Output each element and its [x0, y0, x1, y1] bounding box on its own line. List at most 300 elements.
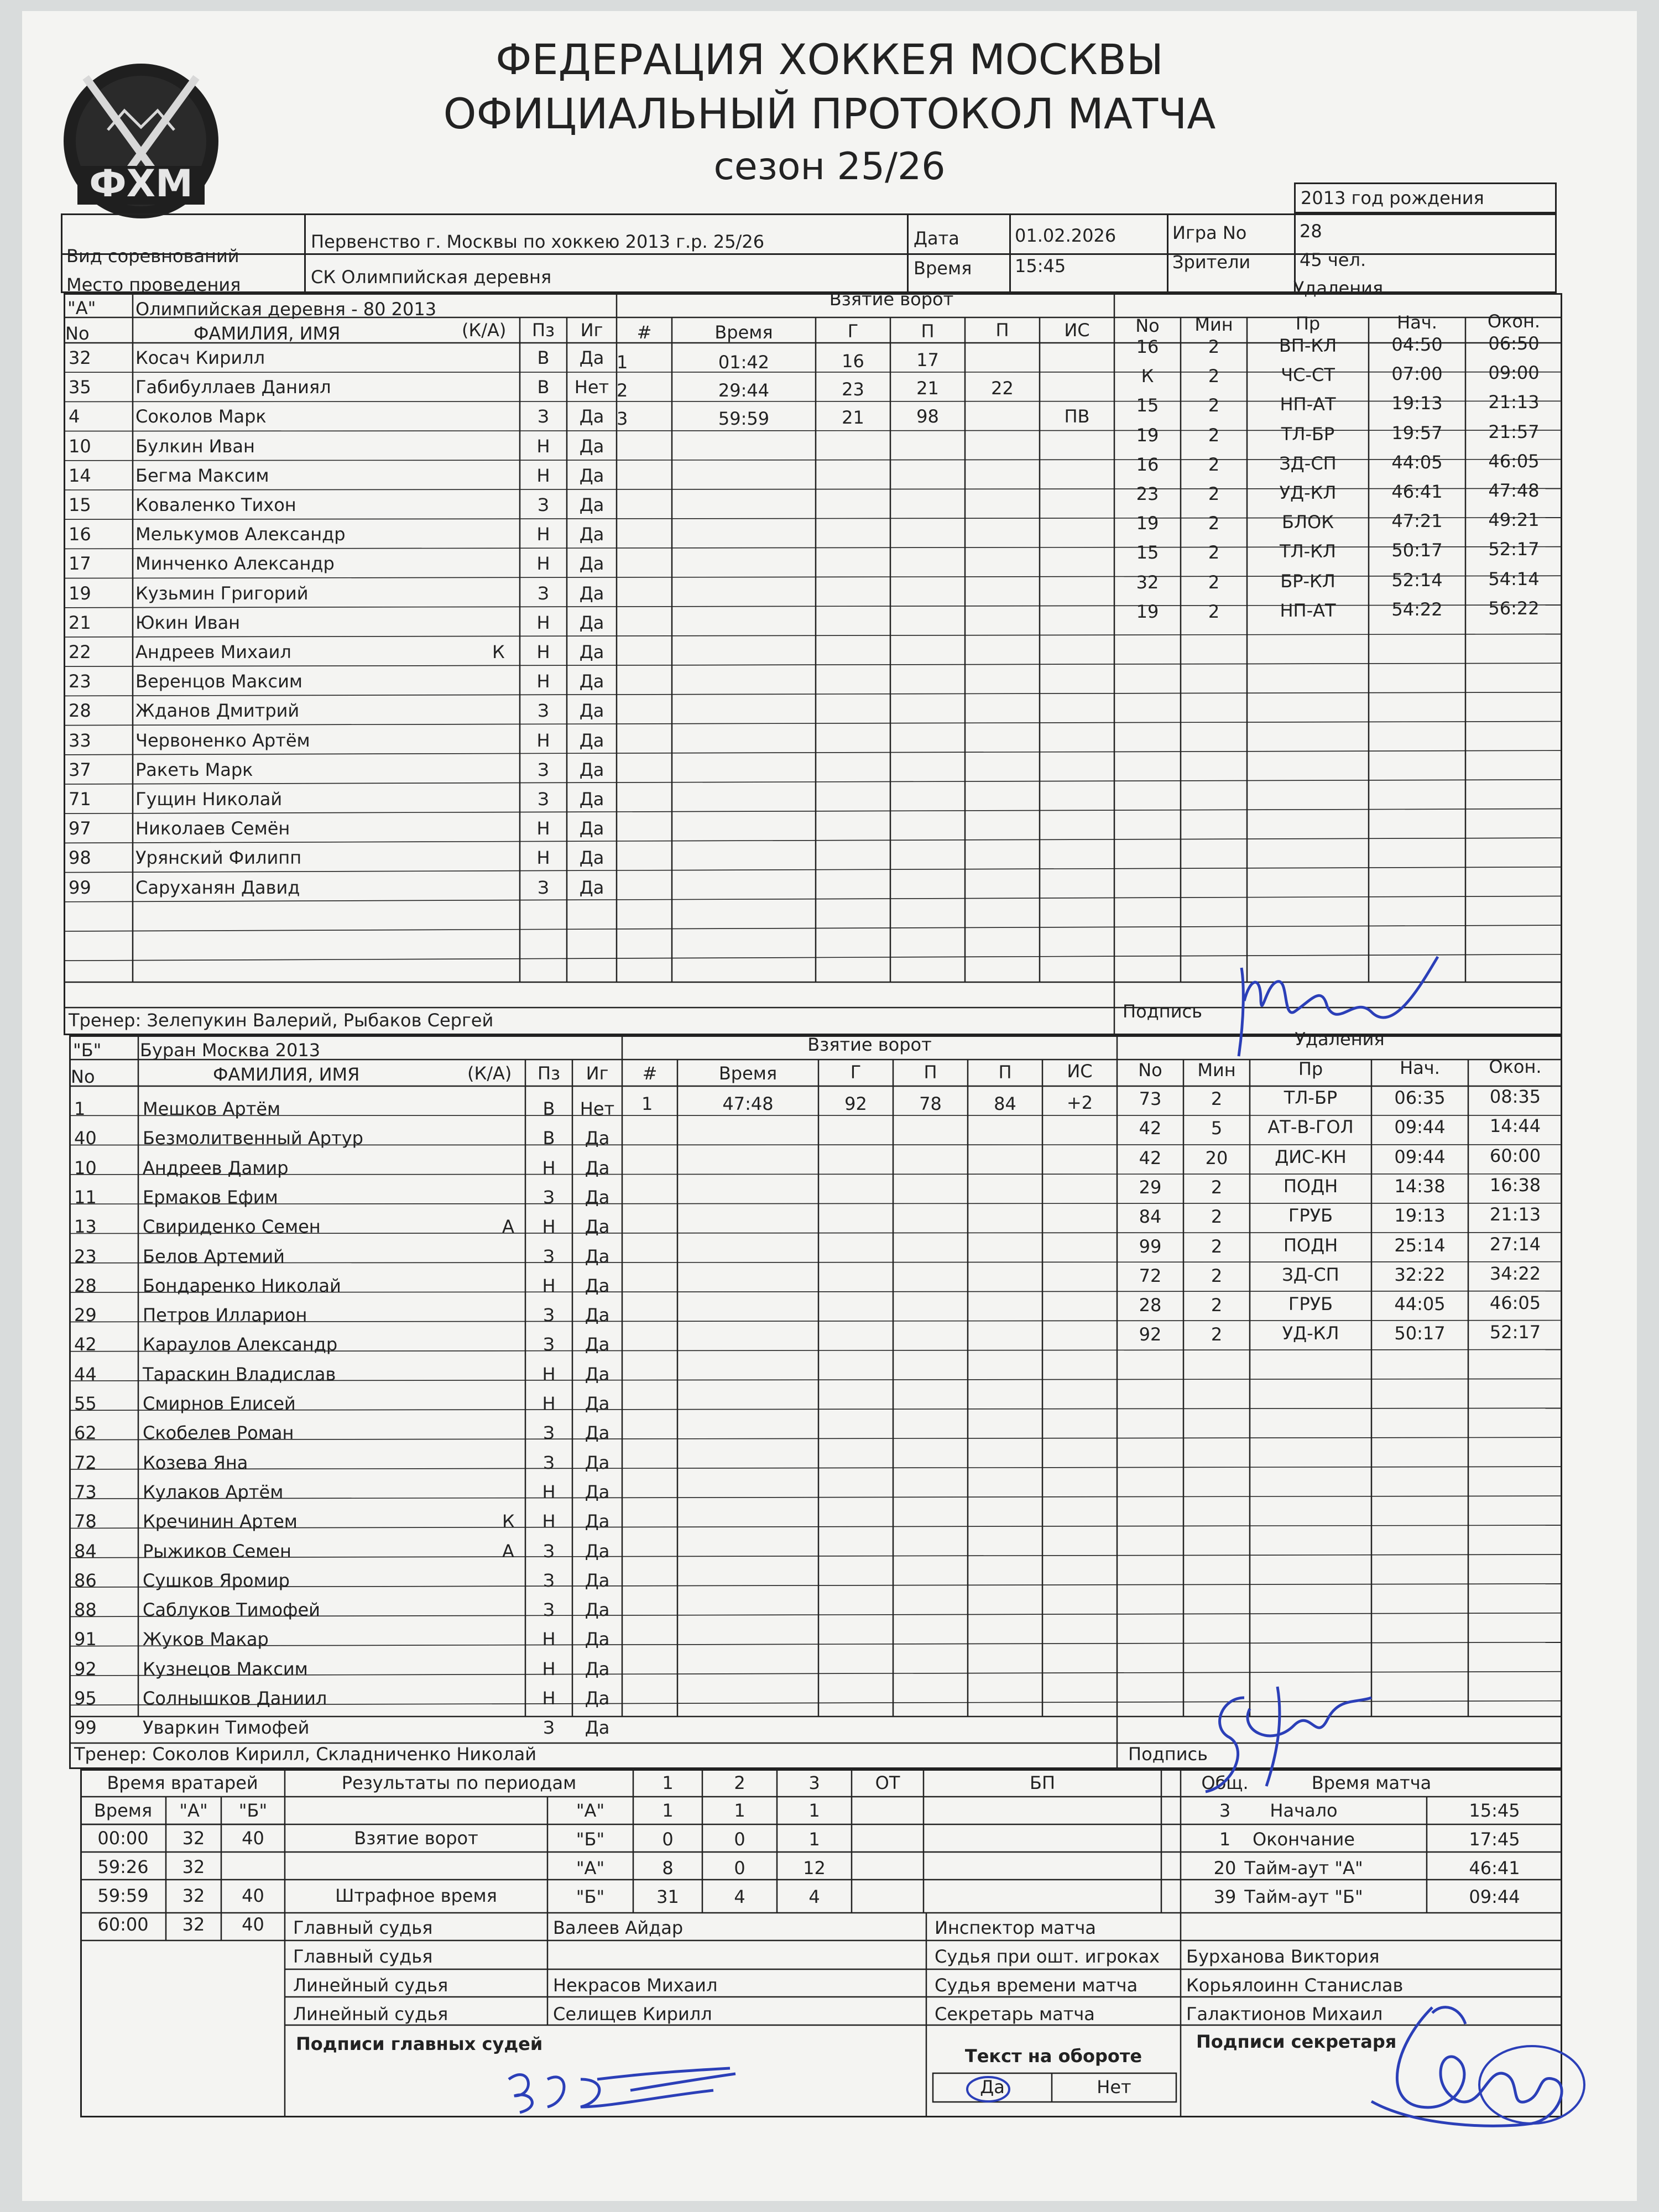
team-a-penalty-code: БЛОК [1282, 512, 1334, 533]
team-a-player-ig: Да [579, 582, 604, 604]
team-b-penalty-minutes: 2 [1211, 1265, 1223, 1286]
team-a-col-pz: Пз [531, 320, 555, 341]
team-b-penalty-minutes: 2 [1211, 1324, 1223, 1345]
team-b-player-ig: Да [585, 1569, 610, 1591]
team-b-col-pen-min: Мин [1197, 1060, 1236, 1081]
team-b-player-pz: З [543, 1717, 555, 1739]
fhm-logo [55, 58, 227, 224]
team-b-player-no: 23 [74, 1245, 97, 1267]
team-a-penalty-minutes: 2 [1208, 336, 1220, 357]
team-b-penalty-player: 72 [1139, 1265, 1162, 1286]
results-team: "А" [576, 1800, 605, 1821]
team-b-player-pz: З [543, 1540, 555, 1562]
team-a-penalties-title: Удаления [1293, 278, 1384, 299]
team-a-player-name: Габибуллаев Даниял [135, 377, 331, 398]
team-b-player-name: Кулаков Артём [143, 1481, 284, 1503]
team-b-penalties-title: Удаления [1295, 1029, 1385, 1050]
team-b-penalty-end: 14:44 [1489, 1115, 1541, 1137]
team-a-penalty-end: 06:50 [1488, 333, 1540, 354]
team-a-col-ig: Иг [580, 320, 603, 341]
team-a-player-name: Булкин Иван [135, 435, 255, 457]
date-value: 01.02.2026 [1015, 225, 1117, 246]
team-b-player-pz: Н [542, 1511, 556, 1532]
team-b-penalty-start: 09:44 [1394, 1146, 1446, 1167]
team-a-player-name: Косач Кирилл [135, 347, 265, 368]
team-a-player-pz: З [538, 494, 549, 515]
team-b-player-name: Андреев Дамир [143, 1157, 289, 1178]
team-a-coach-signature [1228, 951, 1477, 1062]
team-a-player-name: Бегма Максим [135, 465, 269, 486]
summary-grid [80, 1769, 1562, 2117]
team-b-player-ig: Да [585, 1363, 610, 1385]
team-b-player-name: Солнышков Даниил [143, 1688, 327, 1709]
team-a-goal-assist2 [965, 406, 1040, 427]
team-b-player-no: 11 [74, 1186, 97, 1208]
team-b-player-pz: З [543, 1569, 555, 1591]
results-period-3: 12 [803, 1858, 826, 1879]
team-b-col-pen-pr: Пр [1298, 1058, 1323, 1079]
reverse-yes: Да [980, 2077, 1005, 2098]
goalie-col-a: "А" [179, 1800, 208, 1821]
team-b-col-p2: П [998, 1062, 1012, 1083]
team-b-penalty-code: ДИС-КН [1275, 1146, 1347, 1167]
team-a-penalty-player: К [1141, 366, 1154, 387]
team-b-penalty-end: 08:35 [1489, 1086, 1541, 1107]
results-total: 20 [1213, 1858, 1237, 1879]
team-a-player-name: Гущин Николай [135, 789, 283, 810]
results-total: 3 [1219, 1800, 1231, 1821]
team-b-penalty-player: 28 [1139, 1295, 1162, 1316]
team-b-player-no: 62 [74, 1422, 97, 1444]
team-a-penalty-player: 32 [1136, 571, 1159, 593]
team-a-player-name: Коваленко Тихон [135, 494, 296, 515]
team-b-player-name: Петров Илларион [143, 1305, 307, 1326]
title-season: сезон 25/26 [713, 145, 946, 189]
team-a-penalty-start: 19:57 [1391, 422, 1443, 444]
match-time-label: Начало [1270, 1800, 1338, 1821]
goalie-col-b: "Б" [238, 1800, 268, 1821]
team-a-player-pz: Н [536, 524, 550, 545]
team-b-col-name: ФАМИЛИЯ, ИМЯ [213, 1064, 360, 1085]
team-b-penalty-end: 27:14 [1489, 1233, 1541, 1255]
team-a-player-ig: Да [579, 524, 604, 545]
team-a-penalty-player: 15 [1136, 542, 1159, 564]
team-a-goal-assist1: 98 [916, 406, 939, 427]
team-b-goal-scorer: 92 [844, 1093, 867, 1114]
team-b-penalty-start: 32:22 [1394, 1264, 1446, 1285]
team-b-player-ig: Да [585, 1305, 610, 1326]
team-b-player-no: 99 [74, 1717, 97, 1739]
spectators-label: Зрители [1172, 252, 1251, 273]
time-value: 15:45 [1015, 255, 1066, 276]
team-a-penalty-end: 21:13 [1488, 392, 1540, 413]
goalie-team-b: 40 [242, 1914, 264, 1935]
team-a-player-name: Жданов Дмитрий [135, 700, 300, 722]
team-a-penalty-code: УД-КЛ [1279, 482, 1337, 503]
team-b-player-pz: Н [542, 1363, 556, 1385]
team-a-player-ig: Да [579, 729, 604, 751]
results-overtime [852, 1829, 924, 1850]
results-team: "А" [576, 1858, 605, 1879]
team-b-penalty-minutes: 2 [1211, 1295, 1223, 1316]
team-b-player-pz: Н [542, 1658, 556, 1679]
team-b-goal-time: 47:48 [722, 1093, 774, 1114]
team-a-penalty-end: 09:00 [1488, 362, 1540, 384]
results-shootout [924, 1829, 1161, 1850]
team-b-penalty-start: 25:14 [1394, 1234, 1446, 1256]
team-a-player-pz: З [538, 877, 549, 898]
secretary-signature [1349, 1991, 1593, 2135]
team-b-penalty-player: 99 [1139, 1235, 1162, 1257]
team-a-goal-scorer: 23 [842, 379, 864, 400]
team-a-penalty-minutes: 2 [1208, 395, 1220, 416]
team-b-player-ig: Да [585, 1688, 610, 1709]
team-a-player-pz: Н [536, 641, 550, 662]
team-a-player-ig: Да [579, 347, 604, 368]
goalie-team-a: 32 [182, 1856, 205, 1877]
team-a-player-no: 4 [69, 406, 80, 427]
team-a-col-name: ФАМИЛИЯ, ИМЯ [194, 323, 341, 344]
team-a-player-name: Червоненко Артём [135, 729, 310, 751]
team-a-penalty-minutes: 2 [1208, 571, 1220, 593]
date-label: Дата [914, 228, 959, 249]
results-period-3: 1 [808, 1829, 820, 1850]
team-b-player-no: 84 [74, 1540, 97, 1562]
team-b-penalty-minutes: 20 [1205, 1147, 1228, 1168]
team-b-player-no: 72 [74, 1452, 97, 1473]
team-a-goal-situation [1040, 349, 1114, 371]
official-role-left: Линейный судья [293, 1975, 448, 1996]
team-b-penalty-end: 16:38 [1489, 1174, 1541, 1196]
team-b-player-pz: Н [542, 1629, 556, 1650]
period-1-header: 1 [662, 1772, 674, 1793]
team-b-col-g: Г [850, 1062, 862, 1083]
team-a-player-no: 17 [69, 553, 91, 575]
team-b-player-pz: З [543, 1599, 555, 1621]
team-a-player-name: Андреев Михаил [135, 641, 291, 662]
team-a-col-no: No [65, 323, 90, 344]
team-a-goal-situation: ПВ [1064, 406, 1090, 427]
time-label: Время [914, 258, 972, 279]
team-b-penalty-player: 42 [1139, 1147, 1162, 1168]
team-a-player-name: Минченко Александр [135, 553, 335, 575]
team-a-col-g: Г [847, 321, 859, 342]
overtime-header: ОТ [875, 1772, 900, 1793]
team-b-player-no: 78 [74, 1511, 97, 1532]
team-a-player-ig: Да [579, 671, 604, 692]
team-a-player-no: 19 [69, 582, 91, 604]
team-a-player-no: 22 [69, 641, 91, 662]
official-name-right: Корьялоинн Станислав [1186, 1975, 1404, 1996]
team-b-penalty-minutes: 5 [1211, 1118, 1223, 1139]
team-a-penalty-end: 46:05 [1488, 450, 1540, 472]
team-a-penalty-code: ТЛ-КЛ [1280, 541, 1336, 562]
goalie-time: 59:59 [97, 1885, 149, 1906]
spectators-value: 45 чел. [1300, 249, 1366, 270]
team-a-goal-assist1: 17 [916, 349, 939, 371]
team-a-player-pz: Н [536, 847, 550, 869]
goals-row-label: Взятие ворот [354, 1828, 478, 1849]
team-a-player-no: 14 [69, 465, 91, 486]
team-a-player-ig: Да [579, 641, 604, 662]
birth-year: 2013 год рождения [1301, 187, 1484, 208]
goalie-team-a: 32 [182, 1828, 205, 1849]
team-a-player-ig: Нет [574, 377, 609, 398]
team-a-player-no: 98 [69, 847, 91, 869]
team-a-penalty-player: 19 [1136, 513, 1159, 534]
results-period-3: 1 [808, 1800, 820, 1821]
match-time-value: 15:45 [1469, 1800, 1520, 1821]
team-a-signature-label: Подпись [1123, 1001, 1202, 1022]
team-b-player-pz: З [543, 1245, 555, 1267]
team-b-player-no: 73 [74, 1481, 97, 1503]
team-b-player-no: 55 [74, 1393, 97, 1414]
team-b-player-name: Бондаренко Николай [143, 1275, 341, 1296]
team-a-player-pz: Н [536, 553, 550, 575]
team-b-col-ig: Иг [586, 1063, 609, 1084]
team-b-player-name: Сушков Яромир [143, 1569, 290, 1591]
shootout-header: БП [1029, 1772, 1055, 1793]
team-b-player-ig: Да [585, 1599, 610, 1621]
goalie-team-b: 40 [242, 1828, 264, 1849]
goalie-time-title: Время вратарей [107, 1772, 258, 1793]
team-b-player-pz: Н [542, 1216, 556, 1238]
team-b-player-name: Козева Яна [143, 1452, 248, 1473]
team-a-player-pz: Н [536, 612, 550, 633]
team-a-player-no: 23 [69, 671, 91, 692]
official-role-right: Секретарь матча [935, 2004, 1095, 2025]
team-b-player-ig: Да [585, 1393, 610, 1414]
team-b-goals-title: Взятие ворот [807, 1034, 932, 1055]
team-b-player-no: 95 [74, 1688, 97, 1709]
team-a-coach: Тренер: Зелепукин Валерий, Рыбаков Сергей [69, 1010, 494, 1031]
team-b-player-name: Кузнецов Максим [143, 1658, 308, 1679]
team-a-goal-number: 1 [617, 352, 628, 373]
team-b-col-pen-start: Нач. [1400, 1057, 1440, 1078]
goalie-time: 60:00 [97, 1914, 149, 1935]
team-b-col-pen-no: No [1138, 1060, 1162, 1081]
team-b-player-name: Тараскин Владислав [143, 1363, 336, 1385]
team-a-player-no: 21 [69, 612, 91, 633]
team-b-penalty-code: ГРУБ [1288, 1205, 1333, 1227]
team-a-player-pz: Н [536, 435, 550, 457]
team-a-player-name: Веренцов Максим [135, 671, 303, 692]
referee-signatures-label: Подписи главных судей [296, 2033, 543, 2054]
team-b-penalty-start: 06:35 [1394, 1087, 1446, 1108]
team-a-penalty-start: 46:41 [1391, 481, 1443, 502]
yes-mark [965, 2073, 1015, 2106]
team-a-goal-assist1: 21 [916, 378, 939, 399]
team-a-goal-situation [1040, 378, 1114, 399]
team-a-penalty-minutes: 2 [1208, 453, 1220, 475]
team-b-player-ig: Да [585, 1422, 610, 1444]
team-b-player-no: 92 [74, 1658, 97, 1679]
team-b-penalty-minutes: 2 [1211, 1206, 1223, 1228]
team-b-player-name: Скобелев Роман [143, 1422, 294, 1444]
team-a-col-pen-start: Нач. [1397, 312, 1437, 333]
team-a-col-goal-num: # [637, 322, 652, 343]
team-b-player-pz: З [543, 1452, 555, 1473]
team-b-col-is: ИС [1067, 1061, 1093, 1082]
results-shootout [924, 1858, 1161, 1879]
game-label: Игра No [1172, 222, 1247, 243]
team-a-player-pz: З [538, 700, 549, 722]
team-a-player-ig: Да [579, 789, 604, 810]
team-b-player-name: Саблуков Тимофей [143, 1599, 320, 1621]
team-a-player-ig: Да [579, 406, 604, 427]
team-a-player-pz: З [538, 582, 549, 604]
team-b-player-ka: А [502, 1216, 514, 1238]
team-b-player-pz: В [542, 1128, 555, 1149]
team-b-penalty-start: 09:44 [1394, 1117, 1446, 1138]
results-period-3: 4 [808, 1886, 820, 1907]
team-a-col-p1: П [921, 321, 935, 342]
results-team: "Б" [576, 1886, 605, 1907]
team-b-player-ig: Нет [580, 1098, 615, 1119]
team-a-penalty-start: 52:14 [1391, 569, 1443, 591]
official-role-right: Судья при ошт. игроках [935, 1946, 1160, 1967]
team-a-player-ig: Да [579, 847, 604, 869]
team-b-player-pz: В [542, 1098, 555, 1119]
team-a-player-no: 99 [69, 877, 91, 898]
team-b-penalty-start: 19:13 [1394, 1205, 1446, 1227]
team-b-penalty-code: ЗД-СП [1282, 1264, 1339, 1285]
team-a-player-pz: В [537, 377, 550, 398]
team-a-penalty-minutes: 2 [1208, 601, 1220, 622]
team-a-penalty-start: 04:50 [1391, 334, 1443, 355]
competition-label: Вид соревнований [66, 246, 239, 267]
results-team: "Б" [576, 1829, 605, 1850]
team-b-player-pz: Н [542, 1157, 556, 1178]
team-a-penalty-player: 16 [1136, 453, 1159, 475]
team-a-penalty-start: 44:05 [1391, 451, 1443, 473]
team-a-player-no: 35 [69, 377, 91, 398]
results-period-1: 1 [662, 1800, 674, 1821]
team-b-player-ka: А [502, 1540, 514, 1562]
team-b-penalty-minutes: 2 [1211, 1176, 1223, 1198]
official-role-right: Инспектор матча [935, 1917, 1096, 1938]
official-role-left: Главный судья [293, 1946, 433, 1967]
team-a-player-no: 32 [69, 347, 91, 368]
team-b-player-no: 44 [74, 1363, 97, 1385]
venue-label: Место проведения [66, 274, 241, 295]
team-a-penalty-player: 23 [1136, 483, 1159, 504]
team-a-player-name: Ракеть Марк [135, 759, 253, 780]
team-a-player-ig: Да [579, 465, 604, 486]
match-time-value: 17:45 [1469, 1829, 1520, 1850]
team-b-penalty-code: УД-КЛ [1282, 1323, 1339, 1344]
team-b-penalty-start: 44:05 [1394, 1293, 1446, 1315]
team-a-penalty-player: 19 [1136, 424, 1159, 446]
team-a-player-name: Юкин Иван [135, 612, 241, 633]
team-a-penalty-minutes: 2 [1208, 483, 1220, 504]
team-a-penalty-minutes: 2 [1208, 366, 1220, 387]
team-b-player-no: 13 [74, 1216, 97, 1238]
team-b-name: Буран Москва 2013 [140, 1040, 321, 1061]
team-a-penalty-minutes: 2 [1208, 424, 1220, 446]
total-header: Общ. [1201, 1772, 1249, 1793]
logo-text: ФХМ [89, 162, 193, 206]
team-b-penalty-player: 29 [1139, 1176, 1162, 1198]
team-a-goal-number: 3 [617, 408, 628, 430]
team-a-penalty-code: ВП-КЛ [1279, 335, 1337, 356]
match-time-label: Окончание [1253, 1829, 1355, 1850]
team-b-penalty-code: АТ-В-ГОЛ [1267, 1117, 1354, 1138]
match-time-label: Тайм-аут "А" [1244, 1858, 1363, 1879]
team-b-coach: Тренер: Соколов Кирилл, Складниченко Николай [74, 1744, 536, 1765]
period-3-header: 3 [808, 1772, 820, 1793]
team-a-goal-time: 01:42 [718, 352, 770, 373]
team-b-player-pz: Н [542, 1688, 556, 1709]
team-b-goal-number: 1 [641, 1093, 653, 1114]
team-a-penalty-end: 56:22 [1488, 597, 1540, 619]
team-a-player-no: 33 [69, 729, 91, 751]
team-a-penalty-code: ЗД-СП [1279, 452, 1337, 474]
team-a-goal-assist2 [965, 349, 1040, 371]
reverse-no: Нет [1097, 2077, 1131, 2098]
team-b-col-pen-end: Окон. [1489, 1056, 1542, 1077]
results-period-1: 8 [662, 1858, 674, 1879]
goalie-team-b [221, 1856, 285, 1877]
team-a-col-pen-pr: Пр [1295, 313, 1321, 334]
match-time-title: Время матча [1311, 1772, 1432, 1793]
team-a-letter: "А" [67, 298, 96, 319]
team-b-player-no: 29 [74, 1305, 97, 1326]
team-b-player-ig: Да [585, 1157, 610, 1178]
results-period-2: 0 [734, 1829, 745, 1850]
team-a-penalty-code: НП-АТ [1280, 599, 1336, 621]
team-a-player-ig: Да [579, 759, 604, 780]
team-a-player-pz: Н [536, 465, 550, 486]
competition-value: Первенство г. Москвы по хоккею 2013 г.р. 25/26 [311, 231, 765, 252]
results-total: 1 [1219, 1829, 1231, 1850]
referee-signature [498, 2046, 785, 2118]
team-a-player-name: Николаев Семён [135, 818, 290, 839]
team-a-penalty-end: 21:57 [1488, 421, 1540, 442]
official-role-left: Линейный судья [293, 2004, 448, 2025]
team-b-penalty-player: 42 [1139, 1118, 1162, 1139]
team-b-penalty-end: 21:13 [1489, 1204, 1541, 1225]
secretary-signature-label: Подписи секретаря [1196, 2031, 1397, 2052]
results-period-2: 1 [734, 1800, 745, 1821]
team-a-player-name: Соколов Марк [135, 406, 267, 427]
team-b-goal-assist1: 78 [919, 1093, 942, 1114]
team-a-player-no: 28 [69, 700, 91, 722]
team-b-penalty-end: 60:00 [1489, 1145, 1541, 1166]
team-b-col-pz: Пз [537, 1063, 561, 1084]
reverse-text-label: Текст на обороте [964, 2046, 1142, 2067]
period-results-title: Результаты по периодам [341, 1772, 577, 1793]
team-a-goal-scorer: 16 [842, 351, 864, 372]
team-a-player-ka: К [492, 641, 505, 662]
team-b-player-name: Белов Артемий [143, 1245, 285, 1267]
team-a-player-name: Саруханян Давид [135, 877, 300, 898]
team-b-player-pz: Н [542, 1275, 556, 1296]
results-period-1: 0 [662, 1829, 674, 1850]
team-b-player-pz: Н [542, 1481, 556, 1503]
team-b-col-ka: (К/А) [467, 1063, 512, 1084]
match-time-value: 09:44 [1469, 1886, 1520, 1907]
team-a-player-no: 97 [69, 818, 91, 839]
team-b-player-ig: Да [585, 1717, 610, 1739]
team-a-player-pz: Н [536, 729, 550, 751]
team-b-letter: "Б" [73, 1040, 102, 1061]
team-a-penalty-player: 19 [1136, 601, 1159, 622]
team-b-player-name: Жуков Макар [143, 1629, 269, 1650]
team-a-penalty-start: 54:22 [1391, 598, 1443, 620]
team-a-penalty-minutes: 2 [1208, 513, 1220, 534]
team-b-player-name: Мешков Артём [143, 1098, 281, 1119]
